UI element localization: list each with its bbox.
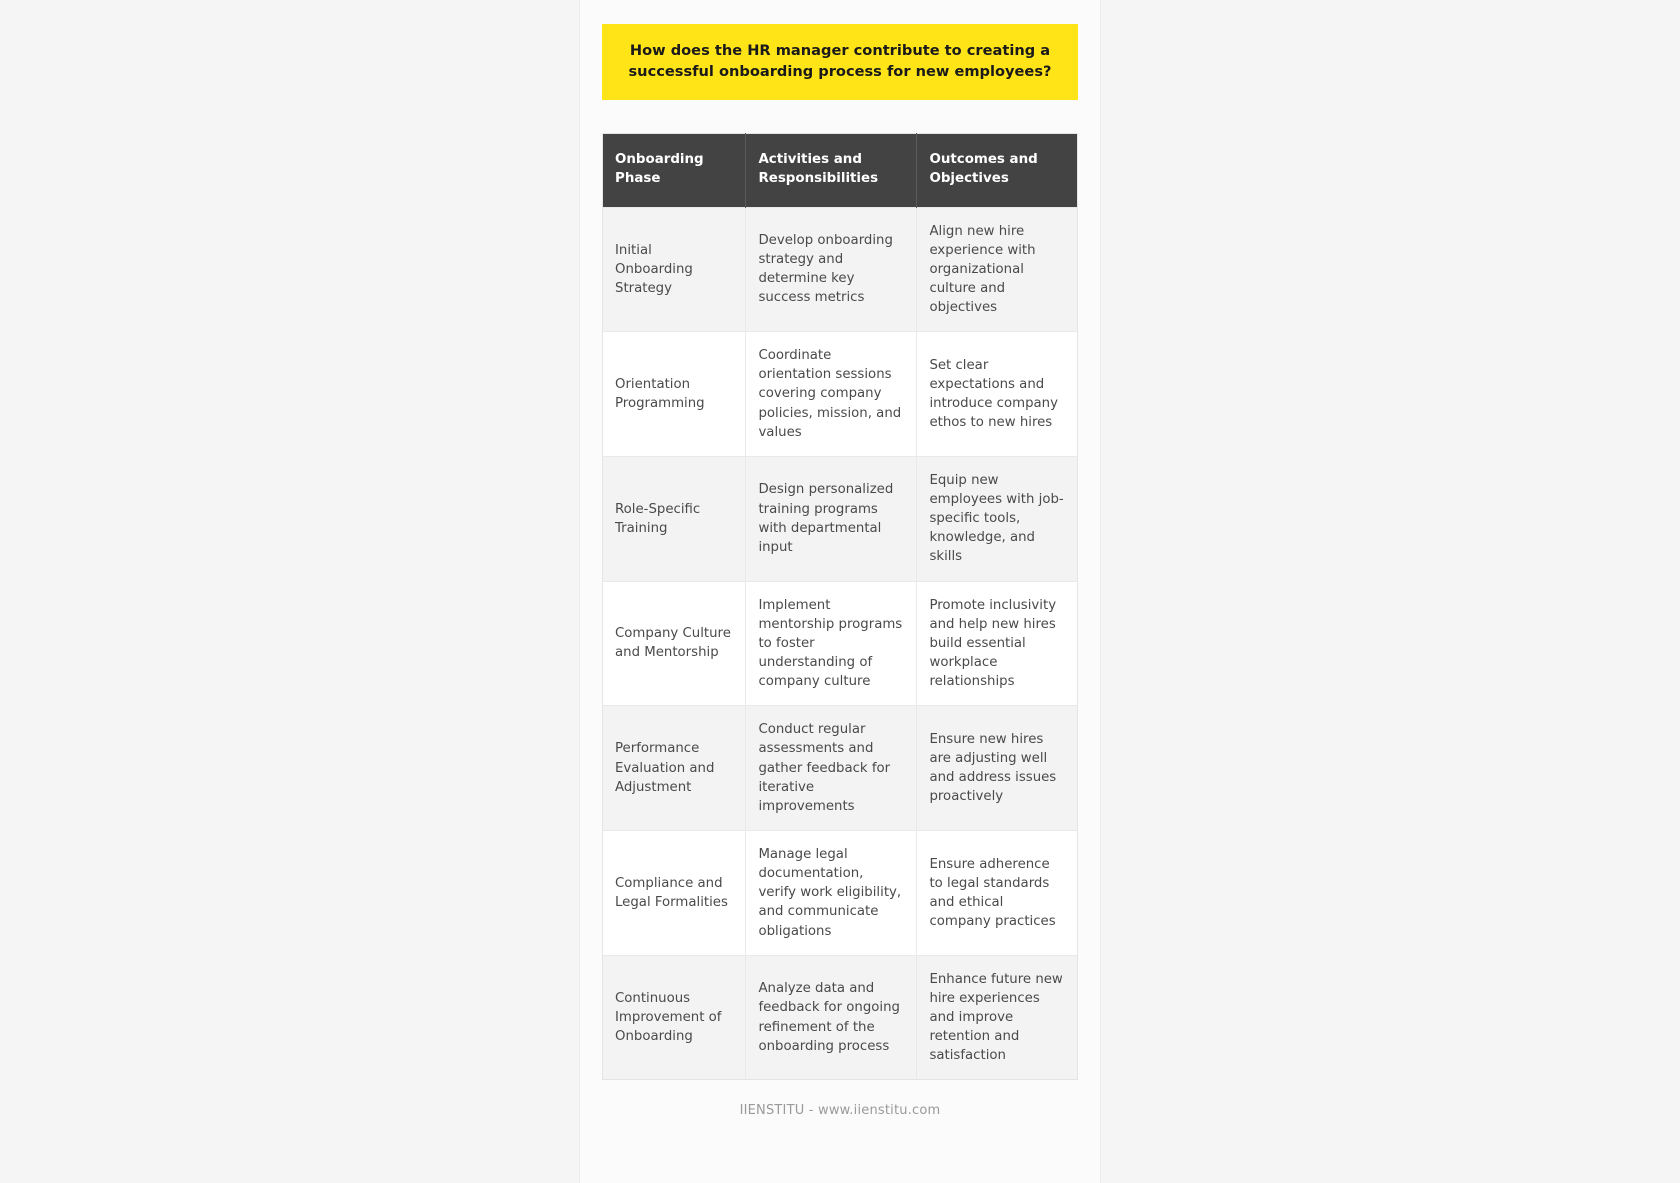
table-row: [603, 706, 1078, 831]
cell-phase: Initial Onboarding Strategy: [603, 207, 746, 332]
table-header-row: [603, 134, 1078, 207]
banner-container: [580, 0, 1100, 100]
cell-phase: Performance Evaluation and Adjustment: [603, 706, 746, 831]
cell-activities: Implement mentorship programs to foster understanding of company culture: [746, 581, 917, 706]
cell-outcomes: Ensure adherence to legal standards and ethical company practices: [917, 831, 1078, 956]
cell-activities: Design personalized training programs with departmental input: [746, 456, 917, 581]
table-row: [603, 955, 1078, 1080]
content-card: [579, 0, 1101, 1183]
cell-phase: Orientation Programming: [603, 332, 746, 457]
onboarding-table: [602, 133, 1078, 1080]
table-row: [603, 207, 1078, 332]
table-row: [603, 456, 1078, 581]
table-header: [603, 134, 1078, 207]
cell-phase: Role-Specific Training: [603, 456, 746, 581]
cell-activities: Analyze data and feedback for ongoing refinement of the onboarding process: [746, 955, 917, 1080]
column-header-onboarding-phase: Onboarding Phase: [603, 134, 746, 207]
cell-activities: Develop onboarding strategy and determine key success metrics: [746, 207, 917, 332]
column-header-activities-responsibilities: Activities and Responsibilities: [746, 134, 917, 207]
cell-phase: Compliance and Legal Formalities: [603, 831, 746, 956]
cell-outcomes: Align new hire experience with organizational culture and objectives: [917, 207, 1078, 332]
cell-outcomes: Promote inclusivity and help new hires build essential workplace relationships: [917, 581, 1078, 706]
column-header-outcomes-objectives: Outcomes and Objectives: [917, 134, 1078, 207]
table-container: [580, 100, 1100, 1080]
cell-outcomes: Enhance future new hire experiences and improve retention and satisfaction: [917, 955, 1078, 1080]
table-body: [603, 207, 1078, 1080]
cell-outcomes: Set clear expectations and introduce company ethos to new hires: [917, 332, 1078, 457]
cell-activities: Coordinate orientation sessions covering company policies, mission, and values: [746, 332, 917, 457]
table-row: [603, 581, 1078, 706]
question-banner: How does the HR manager contribute to creating a successful onboarding process for new employees?: [602, 24, 1078, 100]
cell-outcomes: Ensure new hires are adjusting well and address issues proactively: [917, 706, 1078, 831]
cell-phase: Continuous Improvement of Onboarding: [603, 955, 746, 1080]
footer-attribution: IIENSTITU - www.iienstitu.com: [739, 1103, 941, 1119]
table-row: [603, 332, 1078, 457]
cell-outcomes: Equip new employees with job-specific tools, knowledge, and skills: [917, 456, 1078, 581]
cell-phase: Company Culture and Mentorship: [603, 581, 746, 706]
table-row: [603, 831, 1078, 956]
cell-activities: Manage legal documentation, verify work eligibility, and communicate obligations: [746, 831, 917, 956]
cell-activities: Conduct regular assessments and gather feedback for iterative improvements: [746, 706, 917, 831]
